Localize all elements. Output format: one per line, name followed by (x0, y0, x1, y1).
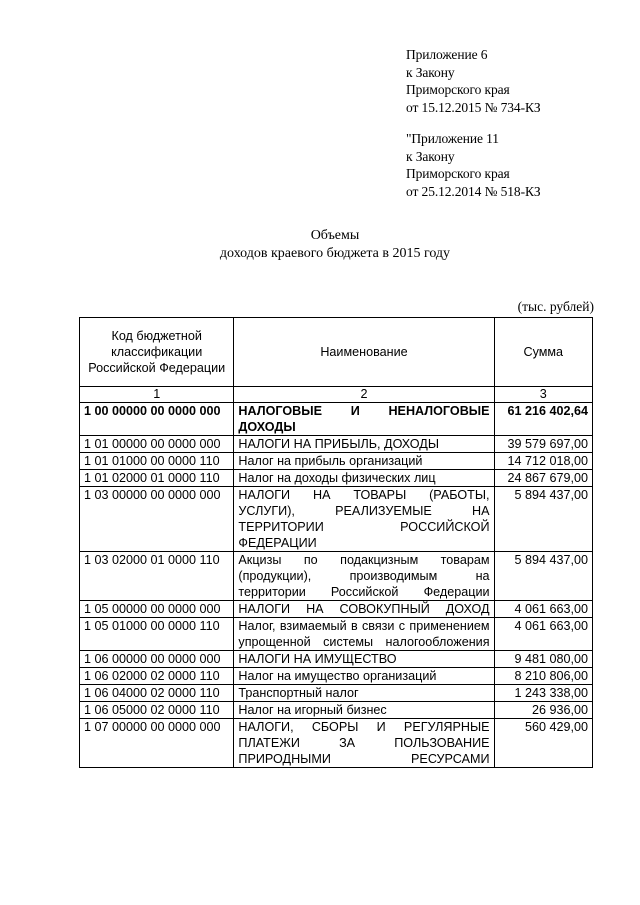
appendix-line: от 25.12.2014 № 518-КЗ (406, 183, 541, 199)
row-code: 1 05 00000 00 0000 000 (80, 601, 234, 618)
row-code: 1 01 00000 00 0000 000 (80, 436, 234, 453)
row-sum: 61 216 402,64 (494, 403, 592, 436)
row-name: НАЛОГИ НА ПРИБЫЛЬ, ДОХОДЫ (234, 436, 494, 453)
row-name: НАЛОГИ НА ИМУЩЕСТВО (234, 651, 494, 668)
row-sum: 4 061 663,00 (494, 601, 592, 618)
row-name: Налог на игорный бизнес (234, 702, 494, 719)
row-code: 1 01 01000 00 0000 110 (80, 453, 234, 470)
header-sum: Сумма (494, 318, 592, 387)
appendix-line: к Закону (406, 64, 455, 80)
row-sum: 24 867 679,00 (494, 470, 592, 487)
table-row (80, 685, 593, 702)
column-number: 1 (80, 387, 234, 403)
table-row (80, 702, 593, 719)
column-number-row (80, 387, 593, 403)
row-name: НАЛОГИ НА ТОВАРЫ (РАБОТЫ, УСЛУГИ), РЕАЛИЗУЕМЫЕ НА ТЕРРИТОРИИ РОССИЙСКОЙ ФЕДЕРАЦИИ (234, 487, 494, 552)
document-subtitle: доходов краевого бюджета в 2015 году (219, 246, 451, 261)
row-sum: 1 243 338,00 (494, 685, 592, 702)
row-sum: 560 429,00 (494, 719, 592, 768)
table-row (80, 436, 593, 453)
row-name: Акцизы по подакцизным товарам (продукции), производимым на территории Российской Федерации (234, 552, 494, 601)
table-row (80, 487, 593, 552)
revenue-table (79, 317, 593, 768)
units-note: (тыс. рублей) (517, 299, 594, 314)
table-header-row (80, 318, 593, 387)
row-name: НАЛОГИ НА СОВОКУПНЫЙ ДОХОД (234, 601, 494, 618)
table-row (80, 453, 593, 470)
appendix-line: к Закону (406, 148, 455, 164)
appendix-reference-amended (406, 130, 541, 200)
header-name: Наименование (234, 318, 494, 387)
appendix-line: Приложение 6 (406, 47, 488, 62)
appendix-reference-current (406, 46, 541, 116)
table-row (80, 618, 593, 651)
header-code: Код бюджетной классификации Российской Федерации (80, 318, 234, 387)
row-name: НАЛОГИ, СБОРЫ И РЕГУЛЯРНЫЕ ПЛАТЕЖИ ЗА ПОЛЬЗОВАНИЕ ПРИРОДНЫМИ РЕСУРСАМИ (234, 719, 494, 768)
table-row (80, 668, 593, 685)
row-code: 1 03 02000 01 0000 110 (80, 552, 234, 601)
appendix-line: Приморского края (406, 82, 510, 97)
row-code: 1 06 05000 02 0000 110 (80, 702, 234, 719)
column-number: 3 (494, 387, 592, 403)
row-code: 1 06 02000 02 0000 110 (80, 668, 234, 685)
row-sum: 8 210 806,00 (494, 668, 592, 685)
row-code: 1 00 00000 00 0000 000 (80, 403, 234, 436)
row-sum: 14 712 018,00 (494, 453, 592, 470)
table-row (80, 651, 593, 668)
table-row (80, 719, 593, 768)
row-name: Налог на доходы физических лиц (234, 470, 494, 487)
row-sum: 26 936,00 (494, 702, 592, 719)
row-name: Налог на имущество организаций (234, 668, 494, 685)
appendix-line: Приморского края (406, 166, 510, 181)
row-code: 1 03 00000 00 0000 000 (80, 487, 234, 552)
row-name: Транспортный налог (234, 685, 494, 702)
row-code: 1 05 01000 00 0000 110 (80, 618, 234, 651)
appendix-line: "Приложение 11 (406, 131, 499, 146)
table-row (80, 601, 593, 618)
row-name: Налог на прибыль организаций (234, 453, 494, 470)
row-sum: 5 894 437,00 (494, 552, 592, 601)
appendix-line: от 15.12.2015 № 734-КЗ (406, 99, 541, 115)
row-sum: 5 894 437,00 (494, 487, 592, 552)
row-sum: 39 579 697,00 (494, 436, 592, 453)
table-row (80, 552, 593, 601)
table-row (80, 470, 593, 487)
row-code: 1 01 02000 01 0000 110 (80, 470, 234, 487)
row-sum: 4 061 663,00 (494, 618, 592, 651)
table-row (80, 403, 593, 436)
row-code: 1 06 04000 02 0000 110 (80, 685, 234, 702)
row-code: 1 06 00000 00 0000 000 (80, 651, 234, 668)
document-title: Объемы (310, 228, 360, 243)
column-number: 2 (234, 387, 494, 403)
row-sum: 9 481 080,00 (494, 651, 592, 668)
row-name: Налог, взимаемый в связи с применением упрощенной системы налогообложения (234, 618, 494, 651)
row-code: 1 07 00000 00 0000 000 (80, 719, 234, 768)
row-name: НАЛОГОВЫЕ И НЕНАЛОГОВЫЕ ДОХОДЫ (234, 403, 494, 436)
